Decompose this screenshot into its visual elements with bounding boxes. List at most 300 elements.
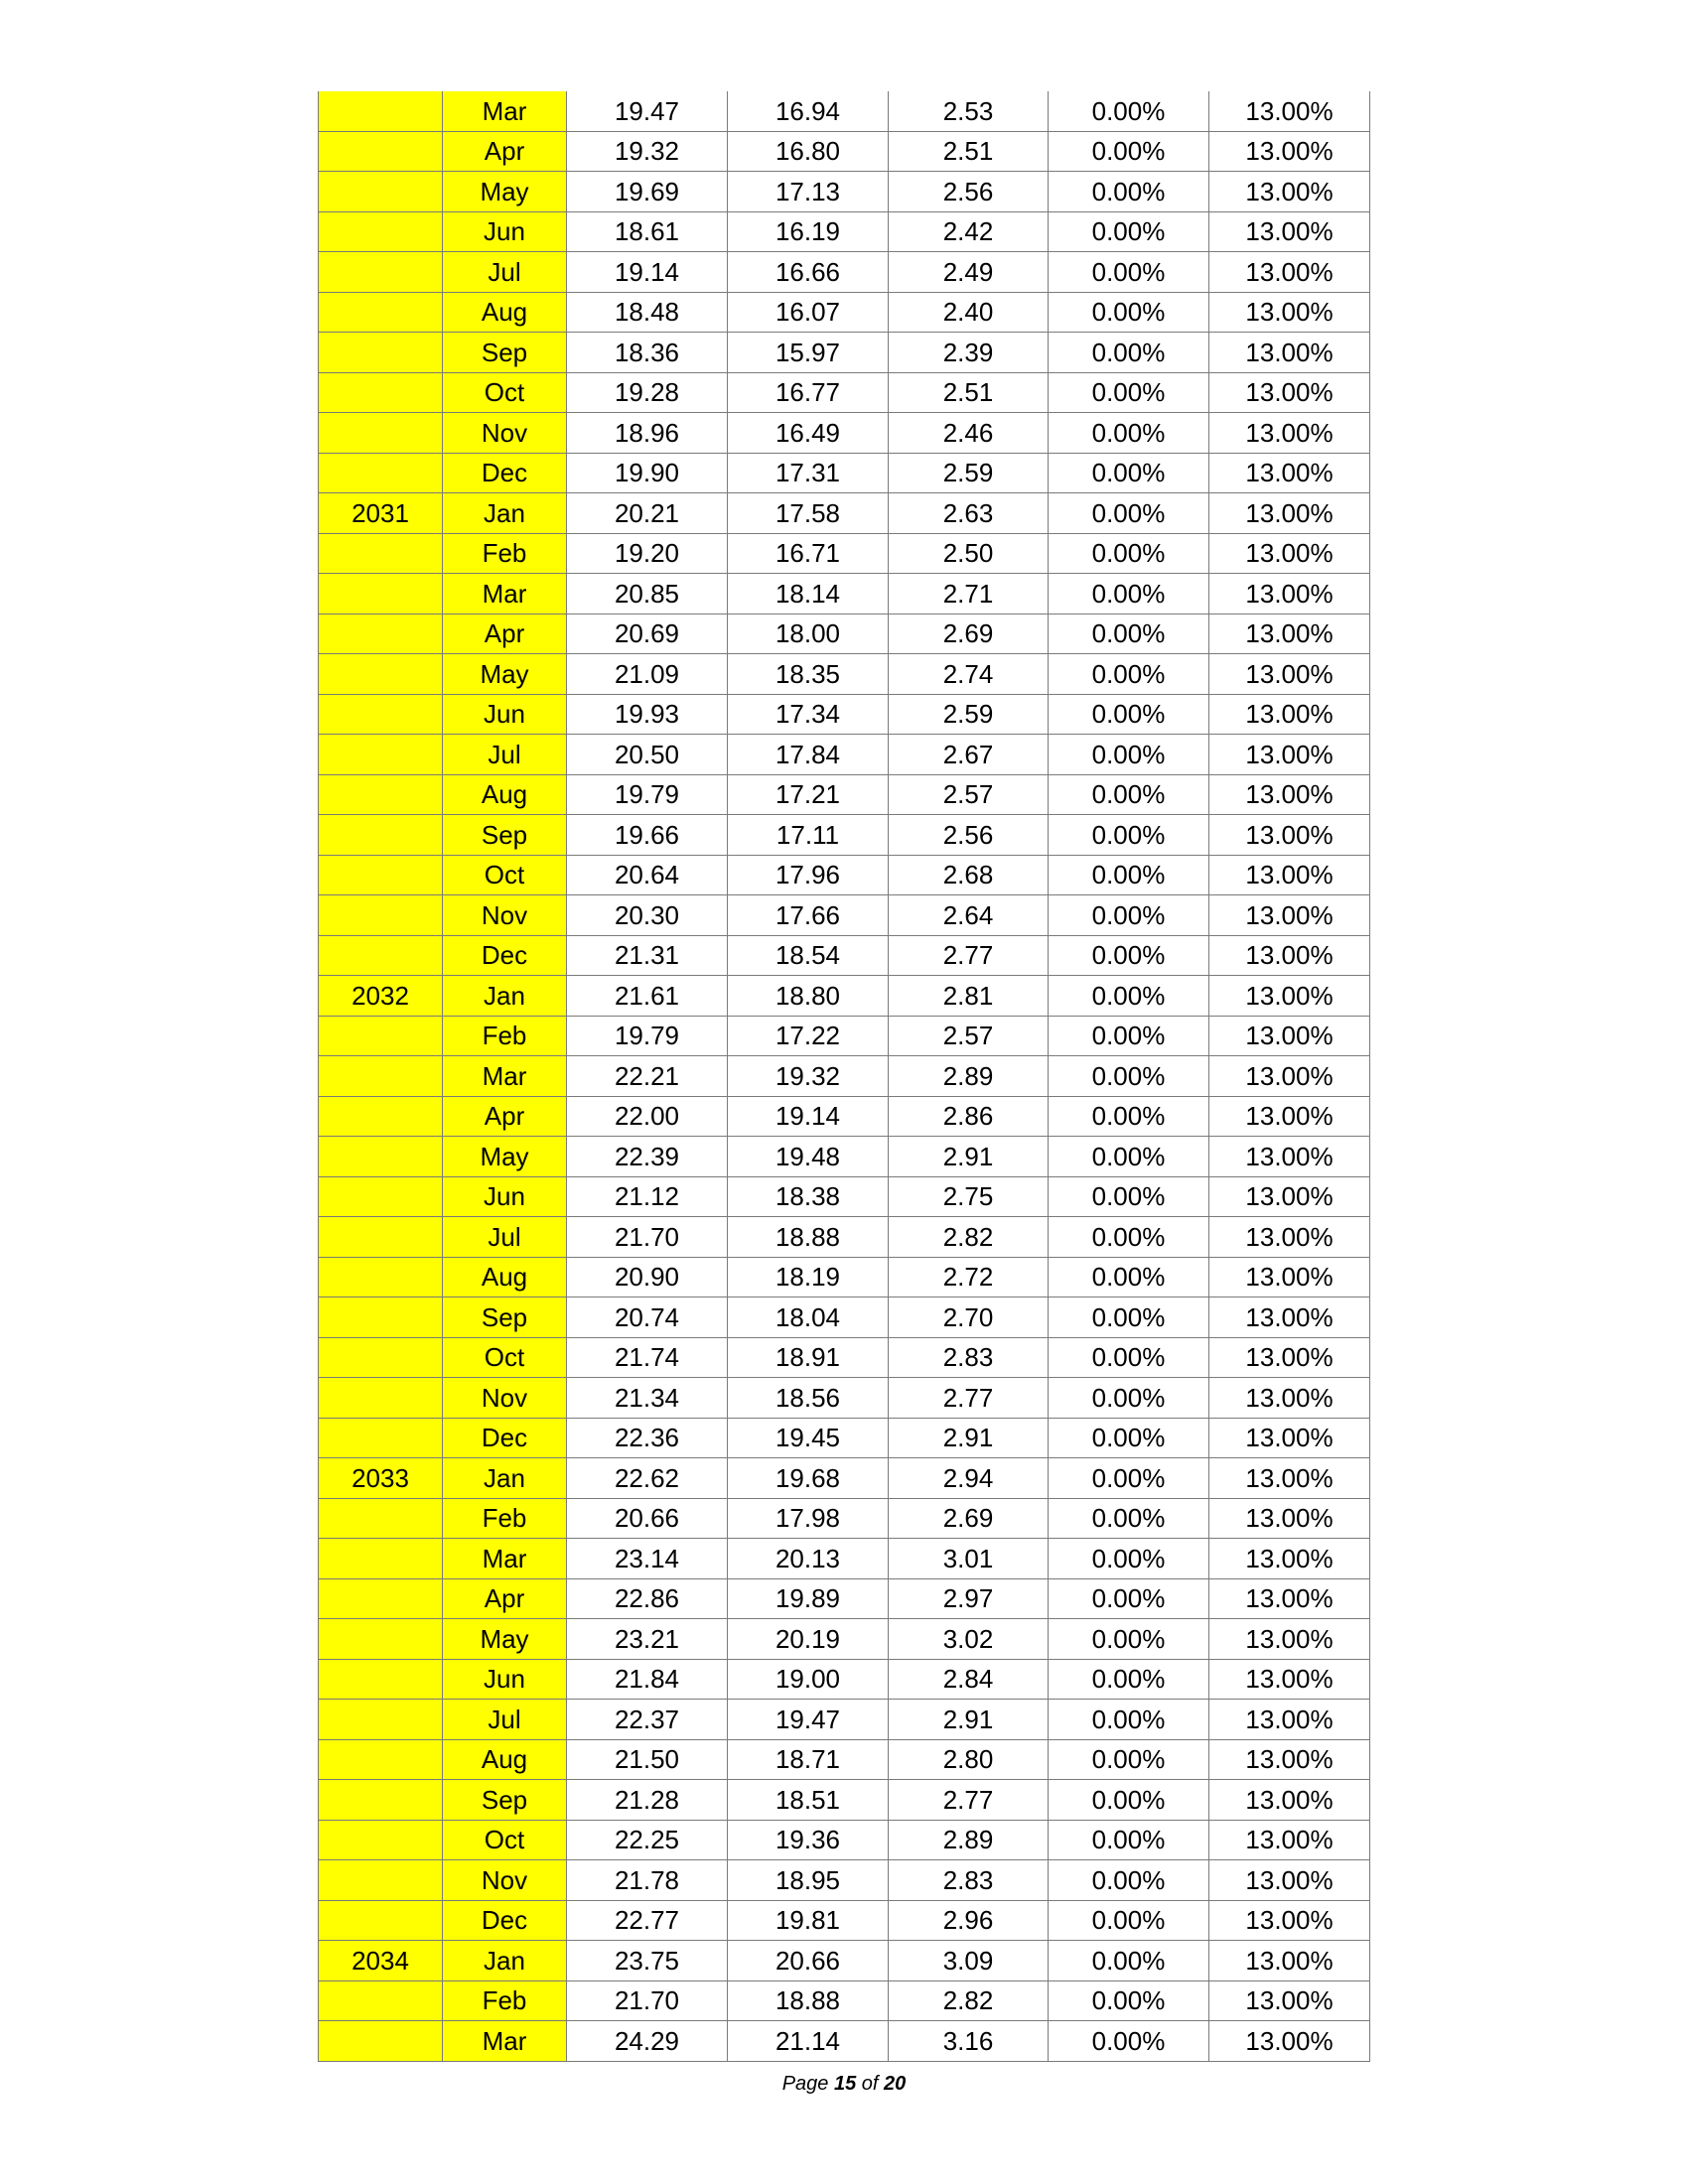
value-cell-3: 2.80 xyxy=(889,1739,1049,1780)
value-cell-2: 16.49 xyxy=(728,413,889,454)
year-cell xyxy=(319,211,443,252)
value-cell-2: 19.36 xyxy=(728,1820,889,1860)
month-cell: Jun xyxy=(443,694,567,735)
rate-cell-2: 13.00% xyxy=(1209,1176,1370,1217)
value-cell-1: 22.36 xyxy=(567,1418,728,1458)
value-cell-1: 19.47 xyxy=(567,91,728,131)
value-cell-1: 20.66 xyxy=(567,1498,728,1539)
month-cell: Oct xyxy=(443,1337,567,1378)
year-cell xyxy=(319,614,443,654)
value-cell-3: 2.46 xyxy=(889,413,1049,454)
year-cell xyxy=(319,413,443,454)
table-row xyxy=(319,1860,1370,1901)
month-cell: Sep xyxy=(443,1297,567,1338)
rate-cell-1: 0.00% xyxy=(1049,1458,1209,1499)
value-cell-2: 19.32 xyxy=(728,1056,889,1097)
value-cell-2: 20.66 xyxy=(728,1941,889,1981)
year-cell xyxy=(319,1378,443,1419)
month-cell: Sep xyxy=(443,815,567,856)
value-cell-3: 2.39 xyxy=(889,333,1049,373)
value-cell-1: 20.74 xyxy=(567,1297,728,1338)
year-cell xyxy=(319,1418,443,1458)
rate-cell-1: 0.00% xyxy=(1049,372,1209,413)
year-cell: 2032 xyxy=(319,976,443,1017)
value-cell-2: 18.80 xyxy=(728,976,889,1017)
value-cell-2: 18.88 xyxy=(728,1217,889,1258)
value-cell-1: 22.21 xyxy=(567,1056,728,1097)
table-row xyxy=(319,935,1370,976)
rate-cell-2: 13.00% xyxy=(1209,333,1370,373)
rate-cell-1: 0.00% xyxy=(1049,1780,1209,1821)
table-row xyxy=(319,1980,1370,2021)
table-row xyxy=(319,493,1370,534)
year-cell xyxy=(319,333,443,373)
rate-cell-1: 0.00% xyxy=(1049,333,1209,373)
year-cell xyxy=(319,1900,443,1941)
rate-cell-1: 0.00% xyxy=(1049,172,1209,212)
value-cell-3: 2.59 xyxy=(889,453,1049,493)
rate-cell-2: 13.00% xyxy=(1209,1659,1370,1700)
value-cell-3: 2.50 xyxy=(889,533,1049,574)
rate-cell-2: 13.00% xyxy=(1209,1578,1370,1619)
month-cell: Aug xyxy=(443,292,567,333)
value-cell-1: 19.79 xyxy=(567,1016,728,1056)
month-cell: Feb xyxy=(443,1980,567,2021)
value-cell-1: 22.25 xyxy=(567,1820,728,1860)
value-cell-2: 16.66 xyxy=(728,252,889,293)
value-cell-2: 17.58 xyxy=(728,493,889,534)
rate-cell-1: 0.00% xyxy=(1049,1137,1209,1177)
value-cell-3: 2.97 xyxy=(889,1578,1049,1619)
rate-cell-2: 13.00% xyxy=(1209,735,1370,775)
value-cell-1: 19.69 xyxy=(567,172,728,212)
rate-cell-1: 0.00% xyxy=(1049,1659,1209,1700)
rate-cell-1: 0.00% xyxy=(1049,211,1209,252)
value-cell-3: 2.84 xyxy=(889,1659,1049,1700)
rate-cell-2: 13.00% xyxy=(1209,2021,1370,2062)
table-row xyxy=(319,131,1370,172)
year-cell: 2033 xyxy=(319,1458,443,1499)
value-cell-2: 18.04 xyxy=(728,1297,889,1338)
rate-cell-2: 13.00% xyxy=(1209,1619,1370,1660)
rate-cell-2: 13.00% xyxy=(1209,453,1370,493)
rate-cell-1: 0.00% xyxy=(1049,1980,1209,2021)
rate-cell-2: 13.00% xyxy=(1209,895,1370,936)
month-cell: Jan xyxy=(443,976,567,1017)
month-cell: Sep xyxy=(443,1780,567,1821)
year-cell xyxy=(319,1539,443,1579)
value-cell-1: 23.14 xyxy=(567,1539,728,1579)
value-cell-2: 18.14 xyxy=(728,574,889,614)
month-cell: Apr xyxy=(443,1578,567,1619)
table-row xyxy=(319,1458,1370,1499)
value-cell-1: 21.31 xyxy=(567,935,728,976)
value-cell-3: 2.89 xyxy=(889,1056,1049,1097)
rate-cell-2: 13.00% xyxy=(1209,1217,1370,1258)
year-cell xyxy=(319,172,443,212)
rate-cell-2: 13.00% xyxy=(1209,372,1370,413)
rate-cell-1: 0.00% xyxy=(1049,413,1209,454)
year-cell xyxy=(319,1860,443,1901)
year-cell xyxy=(319,533,443,574)
value-cell-2: 18.91 xyxy=(728,1337,889,1378)
rate-cell-1: 0.00% xyxy=(1049,614,1209,654)
footer-middle: of xyxy=(856,2073,885,2095)
rate-cell-1: 0.00% xyxy=(1049,2021,1209,2062)
month-cell: Jul xyxy=(443,1217,567,1258)
footer-page-total: 20 xyxy=(884,2073,907,2095)
table-row xyxy=(319,1498,1370,1539)
rate-cell-1: 0.00% xyxy=(1049,1539,1209,1579)
footer-prefix: Page xyxy=(781,2073,834,2095)
table-row xyxy=(319,614,1370,654)
value-cell-2: 17.13 xyxy=(728,172,889,212)
value-cell-1: 18.36 xyxy=(567,333,728,373)
value-cell-1: 21.74 xyxy=(567,1337,728,1378)
value-cell-1: 22.77 xyxy=(567,1900,728,1941)
value-cell-3: 2.57 xyxy=(889,1016,1049,1056)
value-cell-1: 20.69 xyxy=(567,614,728,654)
value-cell-1: 18.61 xyxy=(567,211,728,252)
value-cell-3: 2.89 xyxy=(889,1820,1049,1860)
rate-cell-1: 0.00% xyxy=(1049,654,1209,695)
value-cell-3: 2.82 xyxy=(889,1217,1049,1258)
table-body xyxy=(319,91,1370,2061)
value-cell-3: 2.96 xyxy=(889,1900,1049,1941)
month-cell: Apr xyxy=(443,131,567,172)
value-cell-2: 18.71 xyxy=(728,1739,889,1780)
value-cell-3: 2.86 xyxy=(889,1096,1049,1137)
rate-cell-2: 13.00% xyxy=(1209,1941,1370,1981)
rate-cell-1: 0.00% xyxy=(1049,1257,1209,1297)
footer-page-number: 15 xyxy=(833,2073,857,2095)
year-cell xyxy=(319,1257,443,1297)
month-cell: Aug xyxy=(443,1257,567,1297)
rate-cell-1: 0.00% xyxy=(1049,1860,1209,1901)
rate-cell-1: 0.00% xyxy=(1049,1096,1209,1137)
value-cell-2: 17.34 xyxy=(728,694,889,735)
value-cell-1: 19.14 xyxy=(567,252,728,293)
year-cell: 2034 xyxy=(319,1941,443,1981)
value-cell-3: 2.91 xyxy=(889,1137,1049,1177)
value-cell-1: 22.39 xyxy=(567,1137,728,1177)
year-cell xyxy=(319,1096,443,1137)
year-cell xyxy=(319,895,443,936)
rate-cell-1: 0.00% xyxy=(1049,1016,1209,1056)
value-cell-3: 2.56 xyxy=(889,815,1049,856)
value-cell-2: 16.77 xyxy=(728,372,889,413)
value-cell-2: 18.56 xyxy=(728,1378,889,1419)
year-cell xyxy=(319,1056,443,1097)
table-row xyxy=(319,1378,1370,1419)
value-cell-2: 17.22 xyxy=(728,1016,889,1056)
year-cell xyxy=(319,1176,443,1217)
month-cell: Oct xyxy=(443,372,567,413)
value-cell-1: 21.70 xyxy=(567,1217,728,1258)
table-row xyxy=(319,1096,1370,1137)
month-cell: May xyxy=(443,654,567,695)
value-cell-3: 2.63 xyxy=(889,493,1049,534)
value-cell-2: 19.47 xyxy=(728,1700,889,1740)
table-row xyxy=(319,252,1370,293)
year-cell: 2031 xyxy=(319,493,443,534)
rate-cell-1: 0.00% xyxy=(1049,694,1209,735)
table-row xyxy=(319,91,1370,131)
table-row xyxy=(319,333,1370,373)
rate-cell-2: 13.00% xyxy=(1209,1137,1370,1177)
rate-cell-2: 13.00% xyxy=(1209,1378,1370,1419)
value-cell-3: 2.77 xyxy=(889,935,1049,976)
value-cell-2: 17.84 xyxy=(728,735,889,775)
rate-cell-2: 13.00% xyxy=(1209,815,1370,856)
value-cell-1: 23.21 xyxy=(567,1619,728,1660)
value-cell-2: 21.14 xyxy=(728,2021,889,2062)
month-cell: Jun xyxy=(443,1176,567,1217)
month-cell: Nov xyxy=(443,1378,567,1419)
month-cell: Feb xyxy=(443,1498,567,1539)
table-row xyxy=(319,1016,1370,1056)
table-row xyxy=(319,774,1370,815)
table-row xyxy=(319,533,1370,574)
rate-cell-1: 0.00% xyxy=(1049,91,1209,131)
month-cell: Nov xyxy=(443,413,567,454)
month-cell: Oct xyxy=(443,1820,567,1860)
year-cell xyxy=(319,1498,443,1539)
value-cell-2: 16.94 xyxy=(728,91,889,131)
page-footer xyxy=(0,2073,1688,2096)
rate-cell-2: 13.00% xyxy=(1209,1739,1370,1780)
rate-cell-1: 0.00% xyxy=(1049,1418,1209,1458)
rate-cell-2: 13.00% xyxy=(1209,976,1370,1017)
table-row xyxy=(319,895,1370,936)
value-cell-1: 19.90 xyxy=(567,453,728,493)
rate-cell-2: 13.00% xyxy=(1209,855,1370,895)
table-row xyxy=(319,372,1370,413)
value-cell-2: 19.81 xyxy=(728,1900,889,1941)
rate-cell-1: 0.00% xyxy=(1049,1056,1209,1097)
table-row xyxy=(319,815,1370,856)
rate-cell-2: 13.00% xyxy=(1209,654,1370,695)
table-row xyxy=(319,1941,1370,1981)
value-cell-3: 2.69 xyxy=(889,1498,1049,1539)
value-cell-1: 21.78 xyxy=(567,1860,728,1901)
rate-cell-1: 0.00% xyxy=(1049,895,1209,936)
rate-cell-2: 13.00% xyxy=(1209,1700,1370,1740)
rate-cell-2: 13.00% xyxy=(1209,1257,1370,1297)
month-cell: Jan xyxy=(443,493,567,534)
value-cell-3: 2.71 xyxy=(889,574,1049,614)
month-cell: Mar xyxy=(443,91,567,131)
value-cell-1: 22.86 xyxy=(567,1578,728,1619)
year-cell xyxy=(319,855,443,895)
table-row xyxy=(319,1820,1370,1860)
value-cell-2: 19.89 xyxy=(728,1578,889,1619)
rate-cell-1: 0.00% xyxy=(1049,1297,1209,1338)
value-cell-1: 19.66 xyxy=(567,815,728,856)
value-cell-1: 21.61 xyxy=(567,976,728,1017)
data-table xyxy=(318,91,1370,2062)
rate-cell-1: 0.00% xyxy=(1049,453,1209,493)
value-cell-1: 24.29 xyxy=(567,2021,728,2062)
value-cell-3: 2.75 xyxy=(889,1176,1049,1217)
value-cell-3: 2.82 xyxy=(889,1980,1049,2021)
value-cell-2: 18.19 xyxy=(728,1257,889,1297)
year-cell xyxy=(319,1739,443,1780)
rate-cell-2: 13.00% xyxy=(1209,694,1370,735)
rate-cell-2: 13.00% xyxy=(1209,1980,1370,2021)
value-cell-3: 3.01 xyxy=(889,1539,1049,1579)
month-cell: Dec xyxy=(443,935,567,976)
rate-cell-1: 0.00% xyxy=(1049,935,1209,976)
value-cell-3: 2.69 xyxy=(889,614,1049,654)
table-row xyxy=(319,453,1370,493)
year-cell xyxy=(319,1297,443,1338)
value-cell-3: 2.68 xyxy=(889,855,1049,895)
month-cell: Jul xyxy=(443,735,567,775)
value-cell-1: 23.75 xyxy=(567,1941,728,1981)
table-row xyxy=(319,574,1370,614)
value-cell-2: 19.14 xyxy=(728,1096,889,1137)
rate-cell-1: 0.00% xyxy=(1049,1378,1209,1419)
rate-cell-2: 13.00% xyxy=(1209,91,1370,131)
value-cell-2: 18.88 xyxy=(728,1980,889,2021)
year-cell xyxy=(319,735,443,775)
month-cell: May xyxy=(443,172,567,212)
table-row xyxy=(319,1056,1370,1097)
value-cell-3: 2.70 xyxy=(889,1297,1049,1338)
year-cell xyxy=(319,1659,443,1700)
table-row xyxy=(319,1176,1370,1217)
month-cell: Jun xyxy=(443,211,567,252)
month-cell: Jan xyxy=(443,1458,567,1499)
value-cell-2: 16.19 xyxy=(728,211,889,252)
month-cell: Mar xyxy=(443,1056,567,1097)
month-cell: Apr xyxy=(443,614,567,654)
month-cell: Dec xyxy=(443,1418,567,1458)
value-cell-2: 20.13 xyxy=(728,1539,889,1579)
month-cell: Apr xyxy=(443,1096,567,1137)
value-cell-3: 3.02 xyxy=(889,1619,1049,1660)
year-cell xyxy=(319,774,443,815)
month-cell: Oct xyxy=(443,855,567,895)
value-cell-2: 16.71 xyxy=(728,533,889,574)
month-cell: Jan xyxy=(443,1941,567,1981)
rate-cell-1: 0.00% xyxy=(1049,976,1209,1017)
value-cell-1: 21.09 xyxy=(567,654,728,695)
month-cell: Jun xyxy=(443,1659,567,1700)
rate-cell-1: 0.00% xyxy=(1049,735,1209,775)
month-cell: Dec xyxy=(443,1900,567,1941)
value-cell-3: 2.67 xyxy=(889,735,1049,775)
table-row xyxy=(319,1418,1370,1458)
value-cell-3: 2.77 xyxy=(889,1780,1049,1821)
value-cell-2: 15.97 xyxy=(728,333,889,373)
year-cell xyxy=(319,1980,443,2021)
value-cell-2: 17.11 xyxy=(728,815,889,856)
value-cell-2: 18.54 xyxy=(728,935,889,976)
rate-cell-2: 13.00% xyxy=(1209,1418,1370,1458)
rate-cell-1: 0.00% xyxy=(1049,252,1209,293)
value-cell-3: 2.91 xyxy=(889,1418,1049,1458)
value-cell-1: 20.30 xyxy=(567,895,728,936)
value-cell-2: 19.00 xyxy=(728,1659,889,1700)
rate-cell-2: 13.00% xyxy=(1209,252,1370,293)
value-cell-3: 2.49 xyxy=(889,252,1049,293)
rate-cell-2: 13.00% xyxy=(1209,935,1370,976)
table-row xyxy=(319,1780,1370,1821)
value-cell-3: 2.72 xyxy=(889,1257,1049,1297)
value-cell-2: 18.00 xyxy=(728,614,889,654)
value-cell-1: 21.12 xyxy=(567,1176,728,1217)
value-cell-1: 22.37 xyxy=(567,1700,728,1740)
value-cell-1: 19.20 xyxy=(567,533,728,574)
rate-cell-2: 13.00% xyxy=(1209,1056,1370,1097)
value-cell-1: 21.34 xyxy=(567,1378,728,1419)
value-cell-1: 20.50 xyxy=(567,735,728,775)
table-row xyxy=(319,1578,1370,1619)
rate-cell-2: 13.00% xyxy=(1209,1297,1370,1338)
year-cell xyxy=(319,815,443,856)
value-cell-3: 2.74 xyxy=(889,654,1049,695)
value-cell-2: 17.31 xyxy=(728,453,889,493)
rate-cell-2: 13.00% xyxy=(1209,774,1370,815)
table-row xyxy=(319,1217,1370,1258)
table-row xyxy=(319,211,1370,252)
value-cell-1: 19.28 xyxy=(567,372,728,413)
year-cell xyxy=(319,453,443,493)
year-cell xyxy=(319,2021,443,2062)
table-row xyxy=(319,976,1370,1017)
value-cell-2: 17.21 xyxy=(728,774,889,815)
value-cell-3: 3.16 xyxy=(889,2021,1049,2062)
rate-cell-2: 13.00% xyxy=(1209,1458,1370,1499)
value-cell-2: 16.07 xyxy=(728,292,889,333)
rate-cell-1: 0.00% xyxy=(1049,1498,1209,1539)
value-cell-3: 2.59 xyxy=(889,694,1049,735)
value-cell-3: 2.53 xyxy=(889,91,1049,131)
year-cell xyxy=(319,1016,443,1056)
table-row xyxy=(319,2021,1370,2062)
month-cell: Feb xyxy=(443,533,567,574)
rate-cell-1: 0.00% xyxy=(1049,1217,1209,1258)
value-cell-1: 18.96 xyxy=(567,413,728,454)
year-cell xyxy=(319,1700,443,1740)
rate-cell-2: 13.00% xyxy=(1209,1820,1370,1860)
year-cell xyxy=(319,935,443,976)
value-cell-3: 2.40 xyxy=(889,292,1049,333)
month-cell: Dec xyxy=(443,453,567,493)
table-row xyxy=(319,1539,1370,1579)
year-cell xyxy=(319,574,443,614)
month-cell: Feb xyxy=(443,1016,567,1056)
month-cell: Jul xyxy=(443,1700,567,1740)
value-cell-3: 2.42 xyxy=(889,211,1049,252)
year-cell xyxy=(319,292,443,333)
rate-cell-2: 13.00% xyxy=(1209,1498,1370,1539)
value-cell-3: 2.83 xyxy=(889,1337,1049,1378)
month-cell: Jul xyxy=(443,252,567,293)
value-cell-1: 21.50 xyxy=(567,1739,728,1780)
value-cell-3: 2.57 xyxy=(889,774,1049,815)
rate-cell-1: 0.00% xyxy=(1049,815,1209,856)
value-cell-1: 18.48 xyxy=(567,292,728,333)
value-cell-1: 22.00 xyxy=(567,1096,728,1137)
value-cell-3: 2.94 xyxy=(889,1458,1049,1499)
rate-cell-1: 0.00% xyxy=(1049,1900,1209,1941)
table-row xyxy=(319,1900,1370,1941)
value-cell-2: 19.45 xyxy=(728,1418,889,1458)
year-cell xyxy=(319,1619,443,1660)
